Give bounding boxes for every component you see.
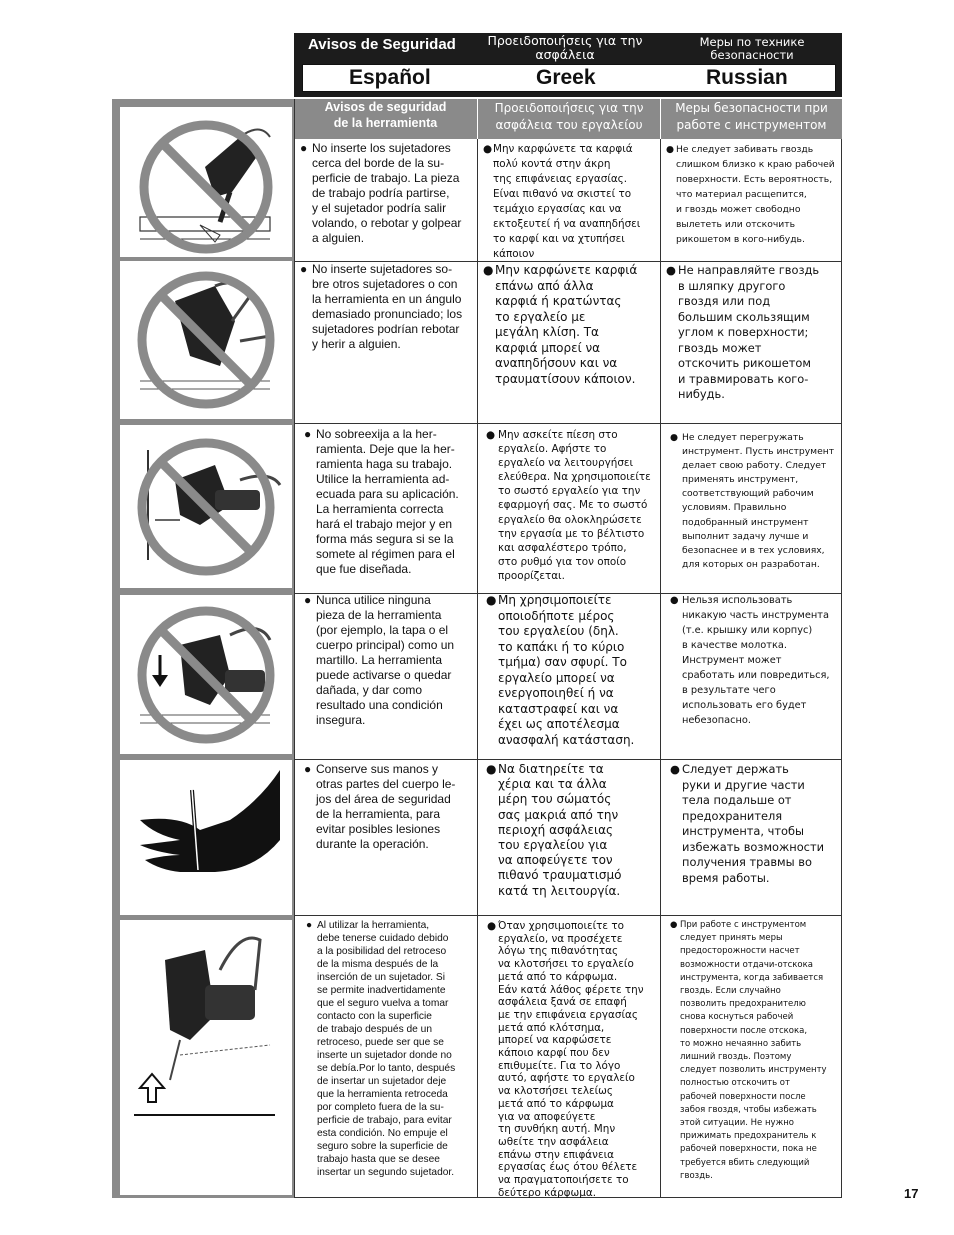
row-divider-5 (294, 915, 842, 916)
hand-near-safety-icon (120, 760, 292, 915)
table-header-ru: Меры безопасности при работе с инструментом (660, 99, 842, 139)
row5-ru: ● Следует держать руки и другие части тела подальше от предохранителя инструмента, чтобы избежать возможности получения травмы во время работы. (670, 762, 824, 885)
page-number: 17 (904, 1186, 919, 1201)
recoil-warning-icon (120, 920, 292, 1195)
row-divider-2 (294, 423, 842, 424)
row-divider-4 (294, 759, 842, 760)
row3-es: ● No sobreexija a la her- ramienta. Deje que la her- ramienta haga su trabajo. Utilice la herramienta ad- ecuada para su aplicación. La herramienta correcta hará el trabajo mejor y en forma más segura si se la somete al régimen para el que fue diseñada. (304, 427, 459, 576)
row3-gr: ● Μην ασκείτε πίεση στο εργαλείο. Αφήστε το εργαλείο να λειτουργήσει ελεύθερα. Να χρησιμοποιείτε το σωστό εργαλείο για την εφαρμογή σας. Με το σωστό εργαλείο θα ολοκληρώσετε την εργασία με το βέλτιστο και ασφαλέστερο τρόπο, στο ρυθμό για τον οποίο προορίζεται. (486, 429, 651, 582)
no-angled-nailing-icon (120, 261, 292, 419)
row4-es: ● Nunca utilice ninguna pieza de la herramienta (por ejemplo, la tapa o el cuerpo principal) como un martillo. La herramienta puede activarse o quedar dañada, y dar como resultado una condición insegura. (304, 593, 455, 727)
illustration-column (112, 99, 294, 1198)
no-hammering-icon (120, 595, 292, 754)
table-border-left (294, 99, 295, 1198)
language-header-band (294, 33, 842, 97)
row1-es: ● No inserte los sujetadores cerca del borde de la su- perficie de trabajo. La pieza de trabajo podría partirse, y el sujetador podría salir volando, o rebotar y golpear a alguien. (300, 141, 462, 245)
column-divider-1 (477, 139, 478, 1198)
lang-greek: Greek (536, 66, 596, 89)
header-es-title: Avisos de Seguridad (308, 36, 456, 53)
table-header-gr: Προειδοποιήσεις για την ασφάλεια του εργαλείου (477, 99, 660, 139)
row6-gr: ● Όταν χρησιμοποιείτε το εργαλείο, να προσέχετε λόγω της πιθανότητας να κλοτσήσει το εργαλείο μετά από το κάρφωμα. Εάν κατά λάθος φέρετε την ασφάλεια ξανά σε επαφή με την επιφάνεια εργασίας μετά από κλότσημα, μπορεί να καρφώσετε κάποιο καρφί που δεν επιθυμείτε. Για το λόγο αυτό, αφήστε το εργαλείο να κλοτσήσει τελείως μετά από το κάρφωμα για να αποφεύγετε τη συνθήκη αυτή. Μην ωθείτε την ασφάλεια επάνω στην επιφάνεια εργασίας έως ότου θέλετε να πραγματοποιήσετε το δεύτερο κάρφωμα. (487, 920, 644, 1199)
row3-ru: ● Не следует перегружать инструмент. Пусть инструмент делает свою работу. Следует применять инструмент, соответствующий рабочим условиям. Правильно подобранный инструмент выполнит задачу лучше и безопаснее и в тех условиях, для которых он разработан. (670, 432, 835, 570)
row1-gr: ● Μην καρφώνετε τα καρφιά πολύ κοντά στην άκρη της επιφάνειας εργασίας. Είναι πιθανό να σκιστεί το τεμάχιο εργασίας και να εκτοξευτεί ή να αναπηδήσει το καρφί και να χτυπήσει κάποιον (483, 143, 641, 260)
row1-ru: ● Не следует забивать гвоздь слишком близко к краю рабочей поверхности. Есть вероятность, что материал расщепится, и гвоздь может свободно вылететь или отскочить рикошетом в кого-нибудь. (666, 144, 835, 245)
row4-ru: ● Нельзя использовать никакую часть инструмента (т.е. крышку или корпус) в качестве молотка. Инструмент может сработать или повредиться, в результате чего использовать его будет небезопасно. (670, 595, 830, 726)
row2-es: ● No inserte sujetadores so- bre otros sujetadores o con la herramienta en un ángulo demasiado pronunciado; los sujetadores podrían rebotar y herir a alguien. (300, 262, 463, 351)
language-bar (302, 64, 836, 92)
table-header-es: Avisos de seguridad de la herramienta (294, 99, 477, 139)
header-ru-title: Меры по технике безопасности (699, 35, 805, 62)
row5-es: ● Conserve sus manos y otras partes del cuerpo le- jos del área de seguridad de la herramienta, para evitar posibles lesiones durante la operación. (304, 762, 456, 851)
row4-gr: ● Μη χρησιμοποιείτε οποιοδήποτε μέρος του εργαλείου (δηλ. το καπάκι ή το κύριο τμήμα) σαν σφυρί. Το εργαλείο μπορεί να ενεργοποιηθεί ή να καταστραφεί και να έχει ως αποτέλεσμα ανασφαλή κατάσταση. (486, 593, 635, 747)
column-divider-2 (660, 139, 661, 1198)
row6-es: ● Al utilizar la herramienta, debe tenerse cuidado debido a la posibilidad del retroceso de la misma después de la inserción de un sujetador. Si se permite inadvertidamente que el seguro vuelva a tomar contacto con la superficie de trabajo después de un retroceso, puede ser que se inserte un sujetador donde no se debía.Por lo tanto, después de insertar un sujetador deje que la herramienta retroceda por completo fuera de la su- perficie de trabajo, para evitar esta condición. No empuje el seguro sobre la superficie de trabajo hasta que se desee insertar un segundo sujetador. (306, 920, 456, 1178)
no-forcing-tool-icon (120, 425, 292, 588)
header-gr-title: Προειδοποιήσεις για την ασφάλεια (487, 33, 643, 62)
no-nailing-near-edge-icon (120, 107, 292, 257)
lang-russian: Russian (706, 66, 788, 89)
lang-spanish: Español (349, 66, 431, 89)
row5-gr: ● Να διατηρείτε τα χέρια και τα άλλα μέρη του σώματός σας μακριά από την περιοχή ασφάλειας του εργαλείου για να αποφεύγετε τον πιθανό τραυματισμό κατά τη λειτουργία. (486, 762, 622, 898)
safety-warnings-table (294, 99, 842, 1198)
row6-ru: ● При работе с инструментом следует принять меры предосторожности насчет возможности отдачи-отскока инструмента, когда забивается гвоздь. Если случайно позволить предохранителю снова коснуться рабочей поверхности после отскока, то можно нечаянно забить лишний гвоздь. Поэтому следует позволить инструменту полностью отскочить от рабочей поверхности после забоя гвоздя, чтобы избежать этой ситуации. Не нужно прижимать предохранитель к рабочей поверхности, пока не требуется вбить следующий гвоздь. (670, 920, 827, 1181)
row2-ru: ● Не направляйте гвоздь в шляпку другого гвоздя или под большим скользящим углом к поверхности; гвоздь может отскочить рикошетом и травмировать кого- нибудь. (666, 263, 820, 401)
row2-gr: ● Μην καρφώνετε καρφιά επάνω από άλλα καρφιά ή κρατώντας το εργαλείο με μεγάλη κλίση. Τα καρφιά μπορεί να αναπηδήσουν και να τραυματίσουν κάποιον. (483, 263, 638, 386)
